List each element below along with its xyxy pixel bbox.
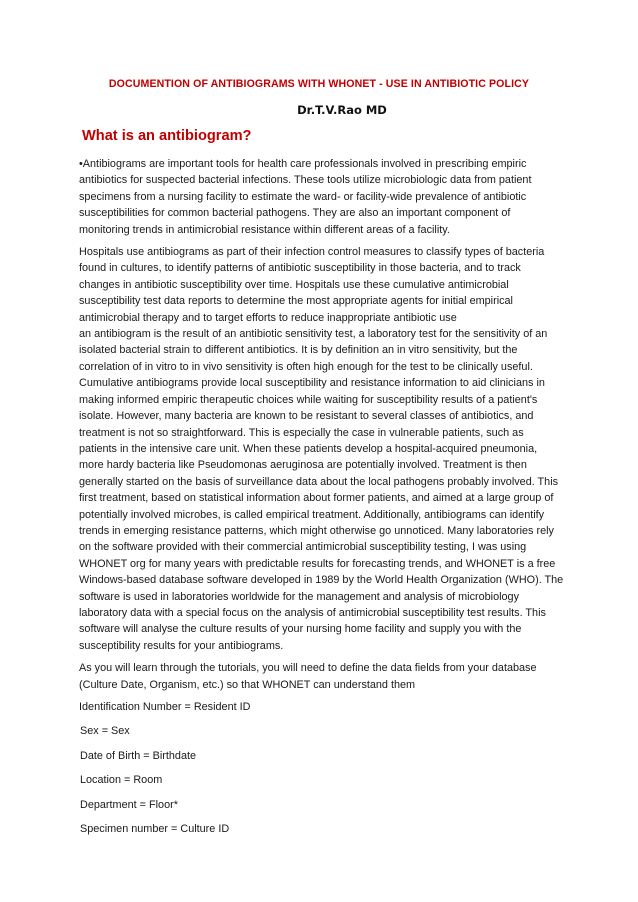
text-line: correlation of in vitro to in vivo sensitivity is often high enough for the test to be clinically useful. [79, 360, 533, 373]
field-mapping-birthdate: Date of Birth = Birthdate [80, 749, 197, 762]
section-heading: What is an antibiogram? [82, 128, 252, 144]
text-line: Windows-based database software developed in 1989 by the World Health Organization (WHO). The [79, 574, 564, 587]
text-line: antibiotics for suspected bacterial infections. These tools utilize microbiologic data from patient [79, 174, 532, 187]
field-mapping-specimen: Specimen number = Culture ID [80, 822, 230, 835]
text-line: making informed empiric therapeutic choices while waiting for susceptibility results of a patient's [79, 393, 538, 406]
text-line: generally started on the basis of surveillance data about the local pathogens probably involved. This [79, 475, 559, 488]
text-line: (Culture Date, Organism, etc.) so that WHONET can understand them [79, 678, 416, 691]
text-line: trends in emerging resistance patterns, which might otherwise go unnoticed. Many laboratories rely [79, 524, 554, 537]
paragraph-hospitals [79, 244, 579, 654]
text-line: Hospitals use antibiograms as part of their infection control measures to classify types of bacteria [79, 246, 545, 259]
text-line: antimicrobial therapy and to target efforts to reduce inappropriate antibiotic use [79, 311, 457, 324]
text-line: more hardy bacteria like Pseudomonas aeruginosa are potentially involved. Treatment is then [79, 459, 527, 472]
author-name: Dr.T.V.Rao MD [297, 103, 387, 117]
text-line: software is used in laboratories worldwide for the management and analysis of microbiology [79, 590, 519, 603]
field-mapping-sex: Sex = Sex [80, 725, 130, 738]
text-line: laboratory data with a special focus on the analysis of antimicrobial susceptibility test results. This [79, 606, 546, 619]
field-mapping-location: Location = Room [80, 774, 163, 787]
text-line: •Antibiograms are important tools for health care professionals involved in prescribing empiric [79, 158, 527, 170]
field-mapping-department: Department = Floor* [80, 798, 178, 811]
document-title: DOCUMENTION OF ANTIBIOGRAMS WITH WHONET - USE IN ANTIBIOTIC POLICY [108, 78, 530, 90]
field-mapping-list [79, 699, 579, 837]
field-mapping-identification: Identification Number = Resident ID [79, 701, 251, 713]
paragraph-tutorials [79, 660, 579, 693]
text-line: isolated bacterial strain to different antibiotics. It is by definition an in vitro sensitivity, but the [79, 344, 518, 357]
paragraph-intro [79, 156, 579, 238]
text-line: software will analyse the culture results of your nursing home facility and supply you with the [79, 623, 522, 636]
text-line: potentially involved microbes, is called empirical treatment. Additionally, antibiograms can identify [79, 508, 545, 521]
text-line: WHONET org for many years with predictable results for forecasting trends, and WHONET is a free [79, 557, 556, 570]
text-line: susceptibilities for common bacterial pathogens. They are also an important component of [79, 207, 511, 220]
text-line: an antibiogram is the result of an antibiotic sensitivity test, a laboratory test for the sensitivity of an [79, 328, 548, 341]
text-line: first treatment, based on statistical information about former patients, and aimed at a large group of [79, 492, 554, 505]
text-line: on the software provided with their commercial antimicrobial susceptibility testing, I was using [79, 541, 527, 554]
text-line: As you will learn through the tutorials, you will need to define the data fields from your database [79, 662, 537, 675]
text-line: monitoring trends in antimicrobial resistance within different areas of a facility. [79, 223, 450, 236]
text-line: isolate. However, many bacteria are known to be resistant to several classes of antibiotics, and [79, 410, 534, 423]
document-body [79, 156, 579, 845]
text-line: specimens from a nursing facility to estimate the ward- or facility-wide prevalence of antibiotic [79, 190, 527, 203]
text-line: treatment is not so straightforward. This is especially the case in vulnerable patients, such as [79, 426, 524, 439]
text-line: susceptibility results for your antibiograms. [79, 639, 284, 652]
text-line: susceptibility test data reports to determine the most appropriate agents for initial empirical [79, 295, 513, 308]
text-line: Cumulative antibiograms provide local susceptibility and resistance information to aid clinicians in [79, 377, 545, 390]
text-line: patients in the intensive care unit. When these patients develop a hospital-acquired pneumonia, [79, 442, 538, 455]
text-line: found in cultures, to identify patterns of antibiotic susceptibility in those bacteria, and to track [79, 262, 521, 275]
text-line: changes in antibiotic susceptibility over time. Hospitals use these cumulative antimicrobial [79, 278, 509, 291]
